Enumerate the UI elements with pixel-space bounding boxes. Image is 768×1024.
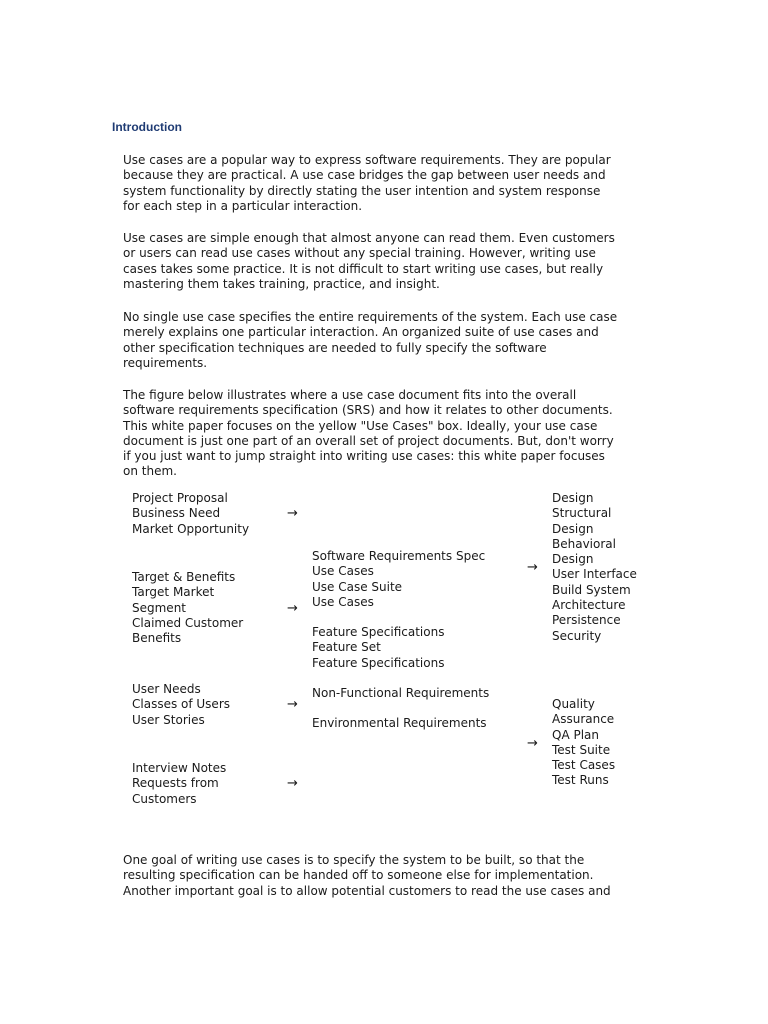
figure-right-group-2 <box>552 697 615 789</box>
figure-item: Environmental Requirements <box>312 716 487 730</box>
figure-item: Target & Benefits <box>132 570 236 584</box>
figure-item: Design <box>552 521 594 536</box>
figure-item: Interview Notes <box>132 761 227 775</box>
paragraph-line: One goal of writing use cases is to specify the system to be built, so that the <box>123 853 585 867</box>
arrow-right-icon: → <box>287 776 298 791</box>
figure-item: Segment <box>132 600 186 615</box>
figure-item: Business Need <box>132 506 221 521</box>
figure-item: Customers <box>132 791 197 806</box>
figure-item: Software Requirements Spec <box>312 549 486 563</box>
figure-item: Claimed Customer <box>132 615 244 630</box>
figure-item: Use Case Suite <box>312 579 403 594</box>
paragraph-line: software requirements specification (SRS) and how it relates to other documents. <box>123 403 613 418</box>
paragraph-line: cases takes some practice. It is not difficult to start writing use cases, but really <box>123 261 604 276</box>
arrow-right-icon: → <box>287 601 298 616</box>
figure-left-group-1 <box>132 491 249 536</box>
figure-middle-group-3 <box>312 686 489 701</box>
paragraph-line: Another important goal is to allow potential customers to read the use cases and <box>123 883 611 898</box>
figure-item: Market Opportunity <box>132 521 250 536</box>
paragraph-line: merely explains one particular interaction. An organized suite of use cases and <box>123 325 599 340</box>
figure-middle-group-4 <box>312 716 487 731</box>
figure-item: Requests from <box>132 776 219 791</box>
figure-left-group-4 <box>132 761 226 807</box>
figure-item: User Stories <box>132 712 205 727</box>
figure-item: Use Cases <box>312 594 374 609</box>
arrow-right-icon: → <box>527 560 538 575</box>
paragraph-line: for each step in a particular interaction. <box>123 198 363 213</box>
figure-item: Structural <box>552 506 612 521</box>
figure-item: Test Suite <box>552 742 611 757</box>
figure-item: Project Proposal <box>132 491 228 505</box>
arrow-right-icon: → <box>287 506 298 521</box>
paragraph-line: mastering them takes training, practice, and insight. <box>123 276 440 291</box>
figure-middle-group-2 <box>312 625 444 671</box>
figure-item: Quality <box>552 697 595 711</box>
figure-item: Assurance <box>552 712 615 727</box>
arrow-right-icon: → <box>287 697 298 712</box>
paragraph-line: other specification techniques are needed to fully specify the software <box>123 340 547 355</box>
paragraph-line: Use cases are a popular way to express software requirements. They are popular <box>123 153 611 167</box>
section-heading: Introduction <box>112 120 182 134</box>
figure-item: Feature Specifications <box>312 655 445 670</box>
paragraph-line: system functionality by directly stating the user intention and system response <box>123 183 601 198</box>
figure-item: Test Runs <box>552 773 609 788</box>
figure-left-group-2 <box>132 570 243 646</box>
paragraph-line: requirements. <box>123 355 208 370</box>
figure-item: Behavioral <box>552 536 616 551</box>
figure-item: User Interface <box>552 567 637 582</box>
paragraph-line: Use cases are simple enough that almost anyone can read them. Even customers <box>123 231 615 245</box>
paragraph-line: or users can read use cases without any special training. However, writing use <box>123 246 596 261</box>
paragraph-line: resulting specification can be handed off to someone else for implementation. <box>123 868 594 883</box>
figure-item: Benefits <box>132 631 182 646</box>
figure-item: Architecture <box>552 598 626 613</box>
figure-item: Non-Functional Requirements <box>312 686 490 700</box>
figure-item: Feature Set <box>312 640 381 655</box>
paragraph-line: This white paper focuses on the yellow "Use Cases" box. Ideally, your use case <box>123 418 598 433</box>
figure-middle-group-1 <box>312 549 485 610</box>
figure-left-group-3 <box>132 682 230 728</box>
paragraph-line: document is just one part of an overall set of project documents. But, don't worry <box>123 433 614 448</box>
figure-item: Design <box>552 552 594 567</box>
figure-item: Test Cases <box>552 758 616 773</box>
figure-item: Persistence <box>552 613 621 628</box>
figure-item: Build System <box>552 582 631 597</box>
paragraph-line: if you just want to jump straight into writing use cases: this white paper focuses <box>123 449 605 464</box>
figure-item: Security <box>552 628 602 643</box>
figure-item: Feature Specifications <box>312 625 445 639</box>
figure-item: Use Cases <box>312 564 374 579</box>
arrow-right-icon: → <box>527 736 538 751</box>
figure-left-group-1-clip <box>132 491 249 536</box>
figure-item: QA Plan <box>552 727 599 742</box>
paragraph-line: No single use case specifies the entire requirements of the system. Each use case <box>123 310 618 324</box>
paragraph-line: on them. <box>123 464 177 479</box>
figure-item: Classes of Users <box>132 697 231 712</box>
figure-item: Design <box>552 491 594 505</box>
paragraph-line: because they are practical. A use case bridges the gap between user needs and <box>123 168 606 183</box>
figure-item: User Needs <box>132 682 201 696</box>
paragraph-line: The figure below illustrates where a use case document fits into the overall <box>123 388 577 402</box>
figure-item: Target Market <box>132 585 215 600</box>
figure-right-group-1 <box>552 491 637 644</box>
paragraph-5 <box>123 853 653 899</box>
